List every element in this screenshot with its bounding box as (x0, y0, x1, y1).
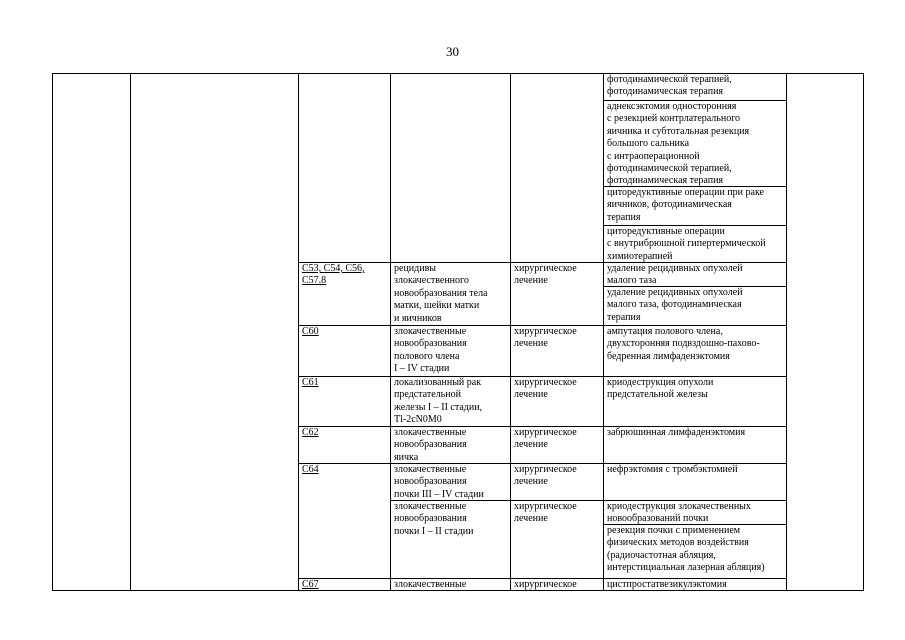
diagnosis-cell-line: матки, шейки матки (394, 300, 480, 312)
diagnosis-cell (394, 501, 473, 538)
diagnosis-cell-line: злокачественного (394, 275, 469, 287)
treatment-type-cell (514, 464, 577, 489)
treatment-type-cell-line: хирургическое (514, 326, 577, 337)
medical-procedures-table (52, 73, 864, 591)
treatment-type-cell-line: хирургическое (514, 377, 577, 388)
treatment-method-cell-line: криодеструкция злокачественных (607, 501, 751, 512)
treatment-method-cell-line: с внутрибрюшной гипертермической (607, 238, 766, 250)
treatment-type-cell (514, 427, 577, 452)
treatment-method-cell (607, 263, 743, 288)
treatment-method-cell-line: циторедуктивные операции при раке (607, 187, 764, 198)
diagnosis-cell-line: полового члена (394, 350, 460, 362)
treatment-type-cell-line: хирургическое (514, 579, 577, 590)
diagnosis-cell-line: злокачественные (394, 427, 467, 438)
treatment-method-cell (607, 501, 751, 526)
treatment-method-cell (607, 287, 743, 324)
treatment-type-cell-line: хирургическое (514, 501, 577, 512)
disease-code (302, 579, 319, 591)
diagnosis-cell (394, 326, 467, 376)
treatment-method-cell-line: цистпростатвезикулэктомия (607, 579, 727, 590)
disease-code (302, 326, 319, 338)
diagnosis-cell (394, 427, 467, 464)
diagnosis-cell-line: рецидивы (394, 263, 437, 274)
treatment-method-cell (607, 74, 732, 99)
disease-code-line: C57.8 (302, 275, 327, 287)
diagnosis-cell (394, 263, 488, 325)
treatment-method-cell-line: фотодинамической терапией, (607, 74, 732, 85)
treatment-method-cell-line: малого таза (607, 275, 657, 287)
diagnosis-cell-line: новообразования (394, 476, 467, 488)
treatment-method-cell-line: резекция почки с применением (607, 525, 741, 536)
treatment-type-cell-line: лечение (514, 476, 548, 488)
treatment-method-cell-line: забрюшинная лимфаденэктомия (607, 427, 746, 438)
treatment-type-cell-line: хирургическое (514, 427, 577, 438)
disease-code (302, 263, 365, 288)
diagnosis-cell (394, 579, 466, 591)
treatment-type-cell-line: хирургическое (514, 464, 577, 475)
treatment-method-cell-line: малого таза, фотодинамическая (607, 299, 742, 311)
treatment-method-cell-line: новообразований почки (607, 513, 709, 525)
diagnosis-cell-line: почки I – II стадии (394, 525, 474, 537)
treatment-type-cell-line: лечение (514, 439, 548, 451)
disease-code (302, 464, 319, 476)
disease-code-line: C53, C54, C56, (302, 263, 365, 274)
diagnosis-cell-line: железы I – II стадии, (394, 401, 483, 413)
treatment-method-cell (607, 579, 727, 591)
column-divider (786, 73, 787, 591)
treatment-type-cell (514, 377, 577, 402)
diagnosis-cell-line: новообразования (394, 338, 467, 350)
treatment-method-cell-line: предстательной железы (607, 389, 708, 401)
treatment-type-cell (514, 579, 577, 591)
diagnosis-cell-line: и яичников (394, 312, 442, 324)
treatment-type-cell-line: лечение (514, 338, 548, 350)
treatment-type-cell (514, 326, 577, 351)
diagnosis-cell-line: злокачественные (394, 579, 467, 590)
treatment-method-cell-line: криодеструкция опухоли (607, 377, 714, 388)
treatment-type-cell (514, 263, 577, 288)
treatment-type-cell-line: лечение (514, 389, 548, 401)
diagnosis-cell-line: злокачественные (394, 464, 467, 475)
treatment-method-cell (607, 226, 766, 263)
column-divider (298, 73, 299, 591)
treatment-method-cell-line: фотодинамическая терапия (607, 175, 724, 187)
treatment-method-cell-line: с резекцией контрлатерального (607, 113, 741, 125)
treatment-type-cell-line: лечение (514, 275, 548, 287)
treatment-method-cell-line: большого сальника (607, 138, 690, 150)
diagnosis-cell-line: яичка (394, 451, 419, 463)
treatment-method-cell (607, 187, 764, 224)
treatment-method-cell-line: с интраоперационной (607, 150, 700, 162)
treatment-method-cell-line: яичника и субтотальная резекция (607, 125, 750, 137)
diagnosis-cell-line: новообразования тела (394, 287, 488, 299)
page-number: 30 (446, 44, 459, 59)
treatment-method-cell-line: фотодинамическая терапия (607, 86, 724, 98)
column-divider (603, 73, 604, 591)
treatment-method-cell-line: циторедуктивные операции (607, 226, 725, 237)
treatment-method-cell-line: аднексэктомия односторонняя (607, 101, 737, 112)
disease-code-line: C61 (302, 377, 319, 388)
treatment-method-cell (607, 326, 760, 363)
diagnosis-cell-line: новообразования (394, 513, 467, 525)
column-divider (863, 73, 864, 591)
column-divider (510, 73, 511, 591)
treatment-method-cell-line: (радиочастотная абляция, (607, 549, 716, 561)
disease-code (302, 377, 319, 389)
diagnosis-cell-line: предстательной (394, 389, 461, 401)
treatment-method-cell-line: бедренная лимфаденэктомия (607, 350, 730, 362)
column-divider (52, 73, 53, 591)
treatment-method-cell-line: фотодинамической терапией, (607, 163, 732, 175)
diagnosis-cell-line: злокачественные (394, 326, 467, 337)
treatment-method-cell-line: удаление рецидивных опухолей (607, 287, 743, 298)
diagnosis-cell (394, 464, 484, 501)
treatment-method-cell-line: двухсторонняя подвздошно-пахово- (607, 338, 760, 350)
treatment-method-cell (607, 101, 749, 188)
treatment-method-cell (607, 464, 738, 476)
treatment-method-cell-line: физических методов воздействия (607, 537, 749, 549)
disease-code-line: C67 (302, 579, 319, 590)
diagnosis-cell-line: новообразования (394, 439, 467, 451)
diagnosis-cell-line: почки III – IV стадии (394, 488, 484, 500)
diagnosis-cell (394, 377, 482, 427)
treatment-type-cell (514, 501, 577, 526)
treatment-method-cell-line: интерстициальная лазерная абляция) (607, 562, 765, 574)
diagnosis-cell-line: локализованный рак (394, 377, 482, 388)
treatment-method-cell-line: яичников, фотодинамическая (607, 199, 732, 211)
treatment-method-cell (607, 377, 713, 402)
treatment-method-cell-line: нефрэктомия с тромбэктомией (607, 464, 738, 475)
treatment-method-cell-line: терапия (607, 311, 641, 323)
disease-code-line: C60 (302, 326, 319, 337)
treatment-type-cell-line: лечение (514, 513, 548, 525)
treatment-type-cell-line: хирургическое (514, 263, 577, 274)
treatment-method-cell-line: ампутация полового члена, (607, 326, 723, 337)
treatment-method-cell-line: химиотерапией (607, 250, 673, 262)
treatment-method-cell-line: терапия (607, 211, 641, 223)
column-divider (390, 73, 391, 591)
disease-code (302, 427, 319, 439)
diagnosis-cell-line: I – IV стадии (394, 363, 450, 375)
treatment-method-cell-line: удаление рецидивных опухолей (607, 263, 743, 274)
diagnosis-cell-line: злокачественные (394, 501, 467, 512)
table-border-top (52, 73, 864, 74)
disease-code-line: C62 (302, 427, 319, 438)
disease-code-line: C64 (302, 464, 319, 475)
diagnosis-cell-line: Tl-2cN0M0 (394, 414, 442, 426)
treatment-method-cell (607, 525, 765, 575)
column-divider (130, 73, 131, 591)
treatment-method-cell (607, 427, 745, 439)
